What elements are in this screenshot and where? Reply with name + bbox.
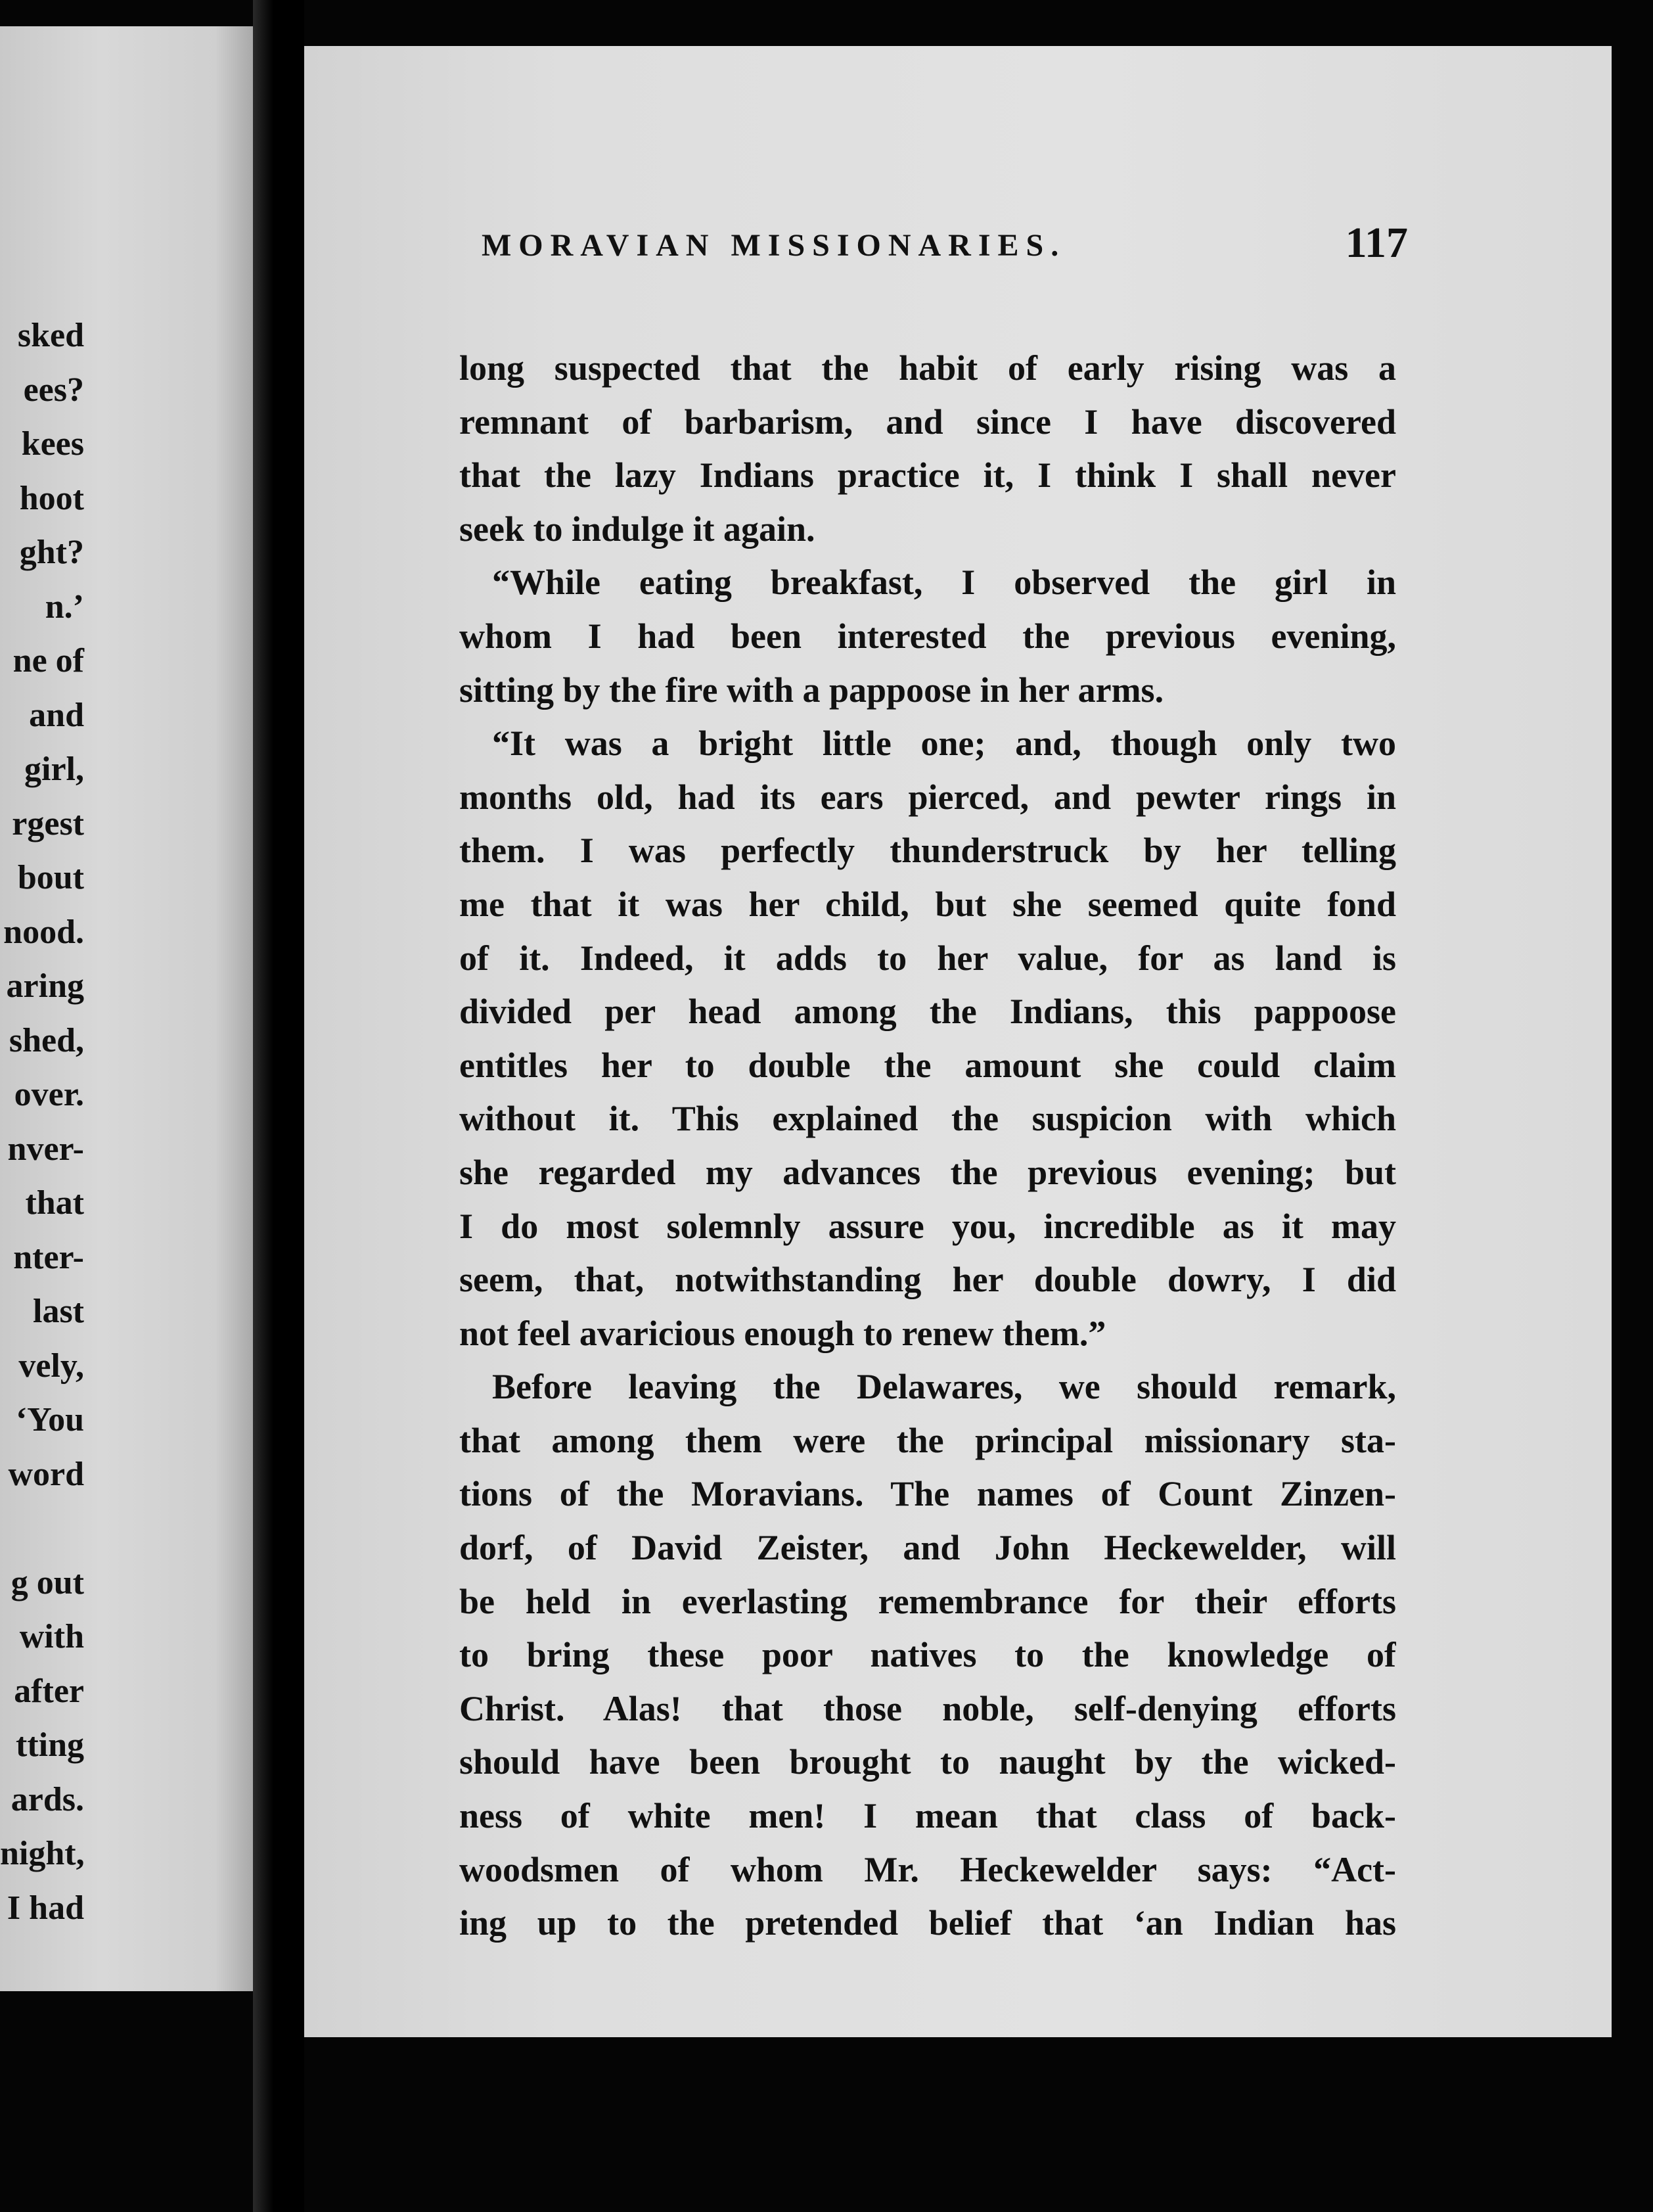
left-line: over. <box>14 1076 84 1113</box>
text-line: woodsmen of whom Mr. Heckewelder says: “Act- <box>459 1849 1396 1889</box>
left-line: tting <box>16 1726 84 1764</box>
left-line: aring <box>6 967 84 1005</box>
text-line: she regarded my advances the previous evening; but <box>459 1152 1396 1192</box>
left-line: n.’ <box>45 588 84 626</box>
left-line: ards. <box>11 1780 84 1818</box>
left-line: word <box>8 1455 84 1493</box>
text-line: seem, that, notwithstanding her double dowry, I did <box>459 1260 1396 1300</box>
left-line: bout <box>17 859 84 896</box>
left-line: nter- <box>13 1238 84 1276</box>
left-facing-page <box>0 26 253 1991</box>
running-title: MORAVIAN MISSIONARIES. <box>482 228 1066 263</box>
text-line: ness of white men! I mean that class of back- <box>459 1796 1396 1836</box>
left-line: that <box>25 1184 84 1222</box>
left-line: ght? <box>19 534 84 571</box>
text-line: me that it was her child, but she seemed quite fond <box>459 884 1396 924</box>
left-line: nver- <box>7 1130 84 1168</box>
text-line: of it. Indeed, it adds to her value, for as land is <box>459 938 1396 978</box>
left-line: rgest <box>12 804 84 842</box>
text-line: that among them were the principal missionary sta- <box>459 1420 1396 1460</box>
left-line <box>0 1502 84 1556</box>
text-line: months old, had its ears pierced, and pewter rings in <box>459 777 1396 817</box>
text-line: seek to indulge it again. <box>459 509 815 549</box>
text-line: whom I had been interested the previous evening, <box>459 616 1396 656</box>
left-line: g out <box>11 1563 84 1601</box>
text-line: Before leaving the Delawares, we should remark, <box>492 1367 1396 1407</box>
text-line: without it. This explained the suspicion with which <box>459 1099 1396 1139</box>
book-gutter <box>253 0 304 2212</box>
left-line: I had <box>7 1889 84 1927</box>
left-line: sked <box>17 317 84 354</box>
text-line: divided per head among the Indians, this pappoose <box>459 992 1396 1032</box>
text-line: remnant of barbarism, and since I have discovered <box>459 402 1396 442</box>
left-page-text <box>0 309 84 1935</box>
text-line: to bring these poor natives to the knowledge of <box>459 1635 1396 1675</box>
text-line: entitles her to double the amount she could claim <box>459 1045 1396 1085</box>
left-line: shed, <box>9 1021 84 1059</box>
text-line: not feel avaricious enough to renew them.” <box>459 1313 1106 1353</box>
left-line: ne of <box>12 642 84 680</box>
page-number: 117 <box>1345 219 1408 267</box>
left-line: kees <box>21 425 84 463</box>
text-line: long suspected that the habit of early rising was a <box>459 348 1396 388</box>
left-line: girl, <box>24 750 84 788</box>
left-line: after <box>14 1672 84 1710</box>
left-line: hoot <box>19 479 84 517</box>
left-line: last <box>33 1293 84 1330</box>
text-line: be held in everlasting remembrance for their efforts <box>459 1581 1396 1621</box>
left-line: ees? <box>23 371 84 409</box>
text-line: I do most solemnly assure you, incredible as it may <box>459 1206 1396 1246</box>
text-line: Christ. Alas! that those noble, self-denying efforts <box>459 1688 1396 1728</box>
text-line: “While eating breakfast, I observed the girl in <box>492 563 1396 603</box>
text-line: that the lazy Indians practice it, I think I shall never <box>459 455 1396 495</box>
left-line: and <box>29 696 84 734</box>
text-line: them. I was perfectly thunderstruck by her telling <box>459 831 1396 871</box>
page-body-text <box>459 342 1396 1950</box>
left-line: vely, <box>18 1347 84 1385</box>
text-line: ing up to the pretended belief that ‘an Indian has <box>459 1903 1396 1943</box>
left-line: night, <box>0 1835 85 1872</box>
text-line: sitting by the fire with a pappoose in her arms. <box>459 670 1164 710</box>
text-line: should have been brought to naught by the wicked- <box>459 1742 1396 1782</box>
text-line: “It was a bright little one; and, though only two <box>492 724 1396 764</box>
text-line: dorf, of David Zeister, and John Heckewelder, will <box>459 1528 1396 1568</box>
book-page <box>304 46 1612 2037</box>
left-line: ‘You <box>15 1401 84 1439</box>
left-line: with <box>19 1618 84 1655</box>
left-line: nood. <box>3 913 84 951</box>
text-line: tions of the Moravians. The names of Count Zinzen- <box>459 1474 1396 1514</box>
running-head <box>482 218 1408 277</box>
